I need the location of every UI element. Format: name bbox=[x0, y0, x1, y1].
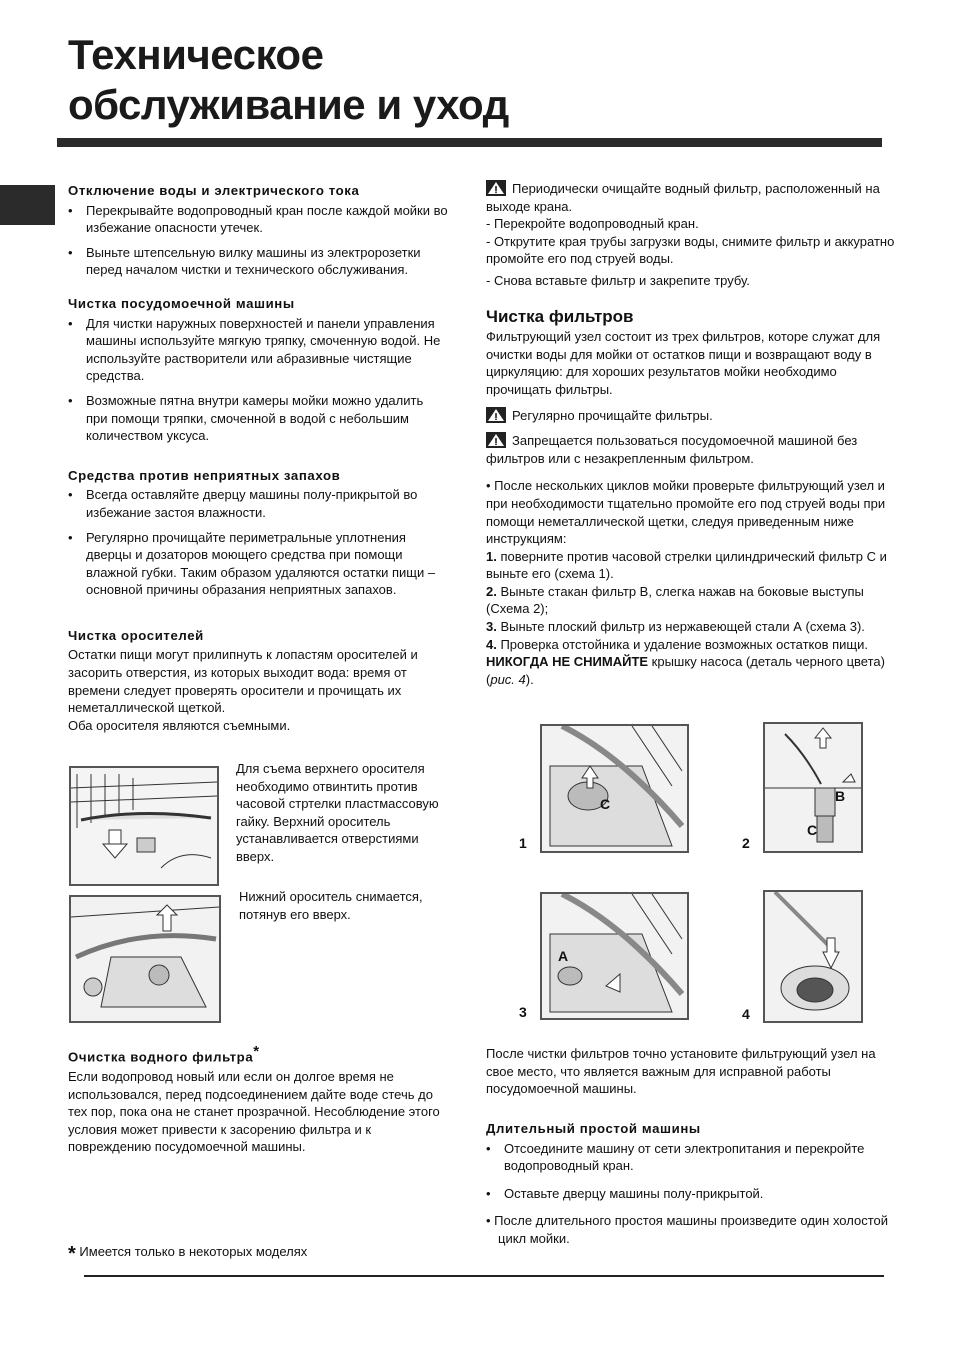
filter-figure-4-drawing bbox=[765, 892, 861, 1021]
list-item: • Для чистки наружных поверхностей и панели управления машины используйте мягкую тряпку, смоченную водой. Не используйте растворители или абразивные чистящие средства. bbox=[68, 315, 448, 385]
figure-number-4: 4 bbox=[742, 1006, 750, 1022]
filters-warning-2 bbox=[486, 432, 904, 467]
filter-label-c2: C bbox=[807, 822, 818, 838]
never-remove-bold: НИКОГДА НЕ СНИМАЙТЕ bbox=[486, 654, 649, 670]
after-cleaning-para: После чистки фильтров точно установите фильтрующий узел на свое место, что является важным для исправной работы посудомоечной машины. bbox=[486, 1046, 876, 1097]
footnote bbox=[68, 1243, 468, 1264]
title-line-2: обслуживание и уход bbox=[68, 81, 509, 128]
water-filter-section bbox=[68, 1043, 448, 1156]
never-remove-end: ). bbox=[525, 671, 534, 687]
step-3 bbox=[486, 618, 904, 636]
filters-check: • После нескольких циклов мойки проверьте фильтрующий узел и при необходимости тщательно промойте его под струей воды при помощи неметаллической щетки, следуя приведенным ниже инструкциям: bbox=[486, 478, 886, 547]
heading-cleaning-machine: Чистка посудомоечной машины bbox=[68, 295, 295, 311]
figure-number-3: 3 bbox=[519, 1004, 527, 1020]
spray-arms-removable: Оба оросителя являются съемными. bbox=[68, 717, 291, 733]
asterisk-mark: * bbox=[253, 1043, 260, 1060]
footer-rule bbox=[84, 1275, 884, 1277]
list-item: • Отсоедините машину от сети электропитания и перекройте водопроводный кран. bbox=[486, 1140, 904, 1175]
heading-water-filter-text: Очистка водного фильтра bbox=[68, 1049, 254, 1065]
list-item: • Возможные пятна внутри камеры мойки можно удалить при помощи тряпки, смоченной в водой с небольшим количеством уксуса. bbox=[68, 392, 448, 445]
step-1 bbox=[486, 548, 904, 583]
filter-label-c: C bbox=[600, 796, 611, 812]
footnote-mark: * bbox=[68, 1243, 76, 1265]
never-remove-rest: крышку насоса (деталь черного цвета) ( bbox=[486, 654, 885, 687]
heading-odor: Средства против неприятных запахов bbox=[68, 467, 341, 483]
filters-warning-1-text: Регулярно прочищайте фильтры. bbox=[512, 407, 713, 423]
section-tab-marker bbox=[0, 185, 55, 225]
filter-figure-1-drawing bbox=[542, 726, 687, 851]
right-column bbox=[486, 180, 904, 688]
filter-figure-1 bbox=[540, 724, 689, 853]
upper-spray-arm-text: Для съема верхнего оросителя необходимо отвинтить против часовой стртелки пластмассовую гайку. Верхний ороситель устанавливается отверстиями вверх. bbox=[236, 761, 439, 864]
figure-number-1: 1 bbox=[519, 835, 527, 851]
page-title bbox=[68, 30, 509, 130]
filter-label-b: B bbox=[835, 788, 846, 804]
step-2 bbox=[486, 583, 904, 618]
list-water-power-off bbox=[68, 202, 448, 279]
upper-spray-arm-illustration bbox=[69, 766, 219, 886]
warning-icon bbox=[486, 407, 506, 423]
step-number: 4. bbox=[486, 636, 497, 652]
filters-intro: Фильтрующий узел состоит из трех фильтров, которе служат для очистки воды для мойки от остатков пищи и возвращают воду в циркуляцию: для хороших результатов мойки необходимо прочищать фильтры. bbox=[486, 329, 881, 397]
filter-figure-4 bbox=[763, 890, 863, 1023]
list-cleaning-machine bbox=[68, 315, 448, 445]
step-number: 3. bbox=[486, 619, 497, 635]
heading-spray-arms: Чистка оросителей bbox=[68, 627, 204, 643]
filters-warning-2-text: Запрещается пользоваться посудомоечной машиной без фильтров или с незакрепленным фильтром. bbox=[486, 433, 858, 466]
top-line: - Снова вставьте фильтр и закрепите трубу. bbox=[486, 272, 750, 288]
footnote-text: Имеется только в некоторых моделях bbox=[79, 1244, 308, 1259]
heading-filters: Чистка фильтров bbox=[486, 306, 634, 326]
list-idle bbox=[486, 1140, 904, 1203]
lower-spray-arm-drawing bbox=[71, 897, 219, 1021]
list-item: • Выньте штепсельную вилку машины из электророзетки перед началом чистки и технического обслуживания. bbox=[68, 244, 448, 279]
figure-ref: рис. 4 bbox=[490, 671, 526, 687]
filters-warning-1 bbox=[486, 407, 904, 425]
title-line-1: Техническое bbox=[68, 31, 324, 78]
after-cleaning bbox=[486, 1045, 904, 1098]
list-item: • Перекрывайте водопроводный кран после каждой мойки во избежание опасности утечек. bbox=[68, 202, 448, 237]
upper-spray-arm-drawing bbox=[71, 768, 217, 884]
step-text: поверните против часовой стрелки цилиндрический фильтр С и выньте его (схема 1). bbox=[486, 548, 887, 582]
top-line: - Открутите края трубы загрузки воды, снимите фильтр и аккуратно промойте его под струей воды. bbox=[486, 233, 895, 267]
heading-idle: Длительный простой машины bbox=[486, 1121, 701, 1136]
spray-arms-para: Остатки пищи могут прилипнуть к лопастям оросителей и засорить отверстия, из которых выходит вода: время от времени следует проверять оросители и прочищать их неметаллической щеткой. bbox=[68, 647, 418, 716]
list-item: • Всегда оставляйте дверцу машины полу-прикрытой во избежание застоя влажности. bbox=[68, 486, 448, 521]
warning-icon bbox=[486, 180, 506, 196]
top-line: - Перекройте водопроводный кран. bbox=[486, 216, 699, 232]
list-item: • Оставьте дверцу машины полу-прикрытой. bbox=[486, 1185, 904, 1203]
list-item: • Регулярно прочищайте периметральные уплотнения дверцы и дозаторов моющего средства при помощи влажной губки. Таким образом удаляются остатки пищи – основной причины образания неприятных запахов. bbox=[68, 529, 448, 599]
top-warning-text: Периодически очищайте водный фильтр, расположенный на выходе крана. bbox=[486, 181, 880, 214]
lower-spray-arm-illustration bbox=[69, 895, 221, 1023]
filter-figure-3 bbox=[540, 892, 689, 1020]
idle-last: • После длительного простоя машины произведите один холостой цикл мойки. bbox=[486, 1213, 889, 1246]
filter-label-a: A bbox=[558, 948, 569, 964]
idle-section bbox=[486, 1120, 904, 1248]
heading-water-power-off: Отключение воды и электрического тока bbox=[68, 183, 360, 198]
step-number: 2. bbox=[486, 583, 497, 599]
step-text: Проверка отстойника и удаление возможных остатков пищи. bbox=[496, 636, 869, 652]
left-column bbox=[68, 182, 448, 734]
step-text: Выньте плоский фильтр из нержавеющей стали А (схема 3). bbox=[496, 619, 865, 635]
never-remove-note bbox=[486, 653, 904, 688]
title-rule bbox=[57, 138, 882, 147]
heading-water-filter bbox=[68, 1043, 448, 1066]
warning-icon bbox=[486, 432, 506, 448]
top-warning bbox=[486, 180, 904, 215]
figure-number-2: 2 bbox=[742, 835, 750, 851]
step-number: 1. bbox=[486, 548, 497, 564]
lower-spray-arm-text: Нижний ороситель снимается, потянув его вверх. bbox=[239, 889, 423, 922]
list-odor bbox=[68, 486, 448, 599]
step-text: Выньте стакан фильтр В, слегка нажав на боковые выступы (Схема 2); bbox=[486, 583, 864, 617]
filter-figure-2 bbox=[763, 722, 863, 853]
step-4 bbox=[486, 636, 904, 654]
water-filter-para: Если водопровод новый или если он долгое время не использовался, перед подсоединением дайте воде стечь до тех пор, пока она не станет прозрачной. Несоблюдение этого условия может привести к засорению фильтра и к повреждению посудомоечной машины. bbox=[68, 1068, 440, 1155]
